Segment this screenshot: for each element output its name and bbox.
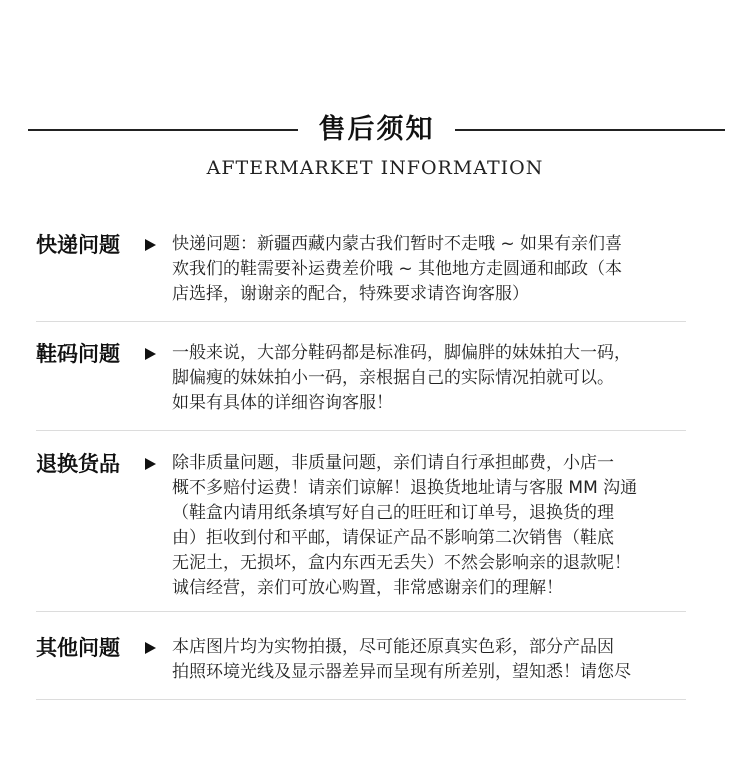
body-line: 拍照环境光线及显示器差异而呈现有所差别，望知悉！请您尽 [172, 662, 631, 682]
body-line: 脚偏瘦的妹妹拍小一码，亲根据自己的实际情况拍就可以。 [172, 368, 614, 388]
section-label: 快递问题 [36, 233, 120, 257]
body-line: （鞋盒内请用纸条填写好自己的旺旺和订单号，退换货的理 [172, 503, 614, 523]
section-divider [36, 430, 686, 431]
section-label: 退换货品 [36, 452, 120, 476]
body-line: 如果有具体的详细咨询客服！ [172, 393, 393, 413]
section-label: 鞋码问题 [36, 342, 120, 366]
section-body [172, 341, 712, 416]
body-line: 欢我们的鞋需要补运费差价哦 ~ 其他地方走圆通和邮政（本 [172, 259, 623, 279]
section-divider [36, 321, 686, 322]
section-body [172, 232, 712, 307]
body-line: 一般来说，大部分鞋码都是标准码，脚偏胖的妹妹拍大一码， [172, 343, 631, 363]
triangle-right-icon [145, 642, 156, 654]
section-divider [36, 611, 686, 612]
header-rule-left [28, 129, 298, 131]
body-line: 诚信经营，亲们可放心购置，非常感谢亲们的理解！ [172, 578, 563, 598]
body-line: 由）拒收到付和平邮，请保证产品不影响第二次销售（鞋底 [172, 528, 614, 548]
body-line: 快递问题：新疆西藏内蒙古我们暂时不走哦 ~ 如果有亲们喜 [172, 234, 623, 254]
triangle-right-icon [145, 348, 156, 360]
section-divider [36, 699, 686, 700]
body-line: 概不多赔付运费！请亲们谅解！退换货地址请与客服 MM 沟通 [172, 478, 638, 498]
page-subtitle: AFTERMARKET INFORMATION [206, 157, 544, 179]
triangle-right-icon [145, 458, 156, 470]
body-line: 本店图片均为实物拍摄，尽可能还原真实色彩，部分产品因 [172, 637, 614, 657]
triangle-right-icon [145, 239, 156, 251]
section-body [172, 635, 712, 685]
page-title: 售后须知 [318, 114, 435, 145]
body-line: 无泥土，无损坏，盒内东西无丢失）不然会影响亲的退款呢！ [172, 553, 631, 573]
header-rule-right [455, 129, 725, 131]
body-line: 除非质量问题，非质量问题，亲们请自行承担邮费，小店一 [172, 453, 614, 473]
page-header [0, 110, 750, 150]
section-body [172, 451, 712, 601]
section-label: 其他问题 [36, 636, 120, 660]
body-line: 店选择，谢谢亲的配合，特殊要求请咨询客服） [172, 284, 529, 304]
